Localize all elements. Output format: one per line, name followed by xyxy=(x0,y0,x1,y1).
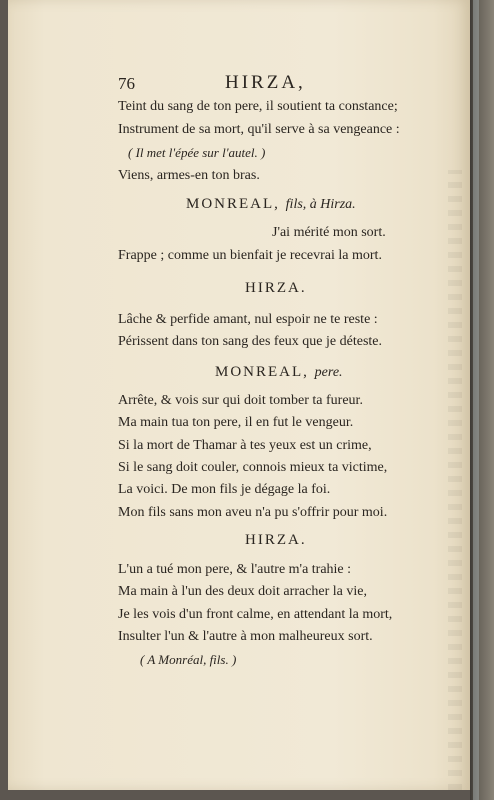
print-bleed xyxy=(448,170,462,790)
verse-line: Si la mort de Thamar à tes yeux est un crime, xyxy=(118,438,372,453)
verse-line: Périssent dans ton sang des feux que je déteste. xyxy=(118,334,382,349)
verse-line: J'ai mérité mon sort. xyxy=(272,225,386,240)
verse-line: Mon fils sans mon aveu n'a pu s'offrir pour moi. xyxy=(118,505,388,520)
verse-line: La voici. De mon fils je dégage la foi. xyxy=(118,482,331,497)
speaker-name: HIRZA. xyxy=(245,280,307,296)
page-number: 76 xyxy=(118,74,135,93)
speaker-note: fils, à Hirza. xyxy=(285,197,356,212)
verse-line: Je les vois d'un front calme, en attendant la mort, xyxy=(118,607,393,622)
verse-line: Frappe ; comme un bienfait je recevrai la mort. xyxy=(118,248,382,263)
speaker-name xyxy=(215,364,343,381)
verse-line: Ma main tua ton pere, il en fut le vengeur. xyxy=(118,415,354,430)
verse-line: Ma main à l'un des deux doit arracher la vie, xyxy=(118,584,367,599)
verse-line: Arrête, & vois sur qui doit tomber ta fureur. xyxy=(118,393,363,408)
stage-direction: ( A Monréal, fils. ) xyxy=(140,652,237,667)
speaker-label: MONREAL, xyxy=(186,196,280,212)
verse-line: Teint du sang de ton pere, il soutient ta constance; xyxy=(118,99,398,114)
verse-line: Insulter l'un & l'autre à mon malheureux sort. xyxy=(118,629,373,644)
speaker-name xyxy=(186,196,356,213)
verse-line: Instrument de sa mort, qu'il serve à sa vengeance : xyxy=(118,122,400,137)
speaker-label: MONREAL, xyxy=(215,364,309,380)
running-title: HIRZA, xyxy=(225,72,306,93)
verse-line: Si le sang doit couler, connois mieux ta victime, xyxy=(118,460,388,475)
verse-line: Viens, armes-en ton bras. xyxy=(118,168,260,183)
speaker-name: HIRZA. xyxy=(245,532,307,548)
page-edge-strip xyxy=(473,0,479,800)
speaker-note: pere. xyxy=(314,365,343,380)
stage-direction: ( Il met l'épée sur l'autel. ) xyxy=(128,145,266,160)
verse-line: L'un a tué mon pere, & l'autre m'a trahie : xyxy=(118,562,352,577)
verse-line: Lâche & perfide amant, nul espoir ne te reste : xyxy=(118,312,378,327)
